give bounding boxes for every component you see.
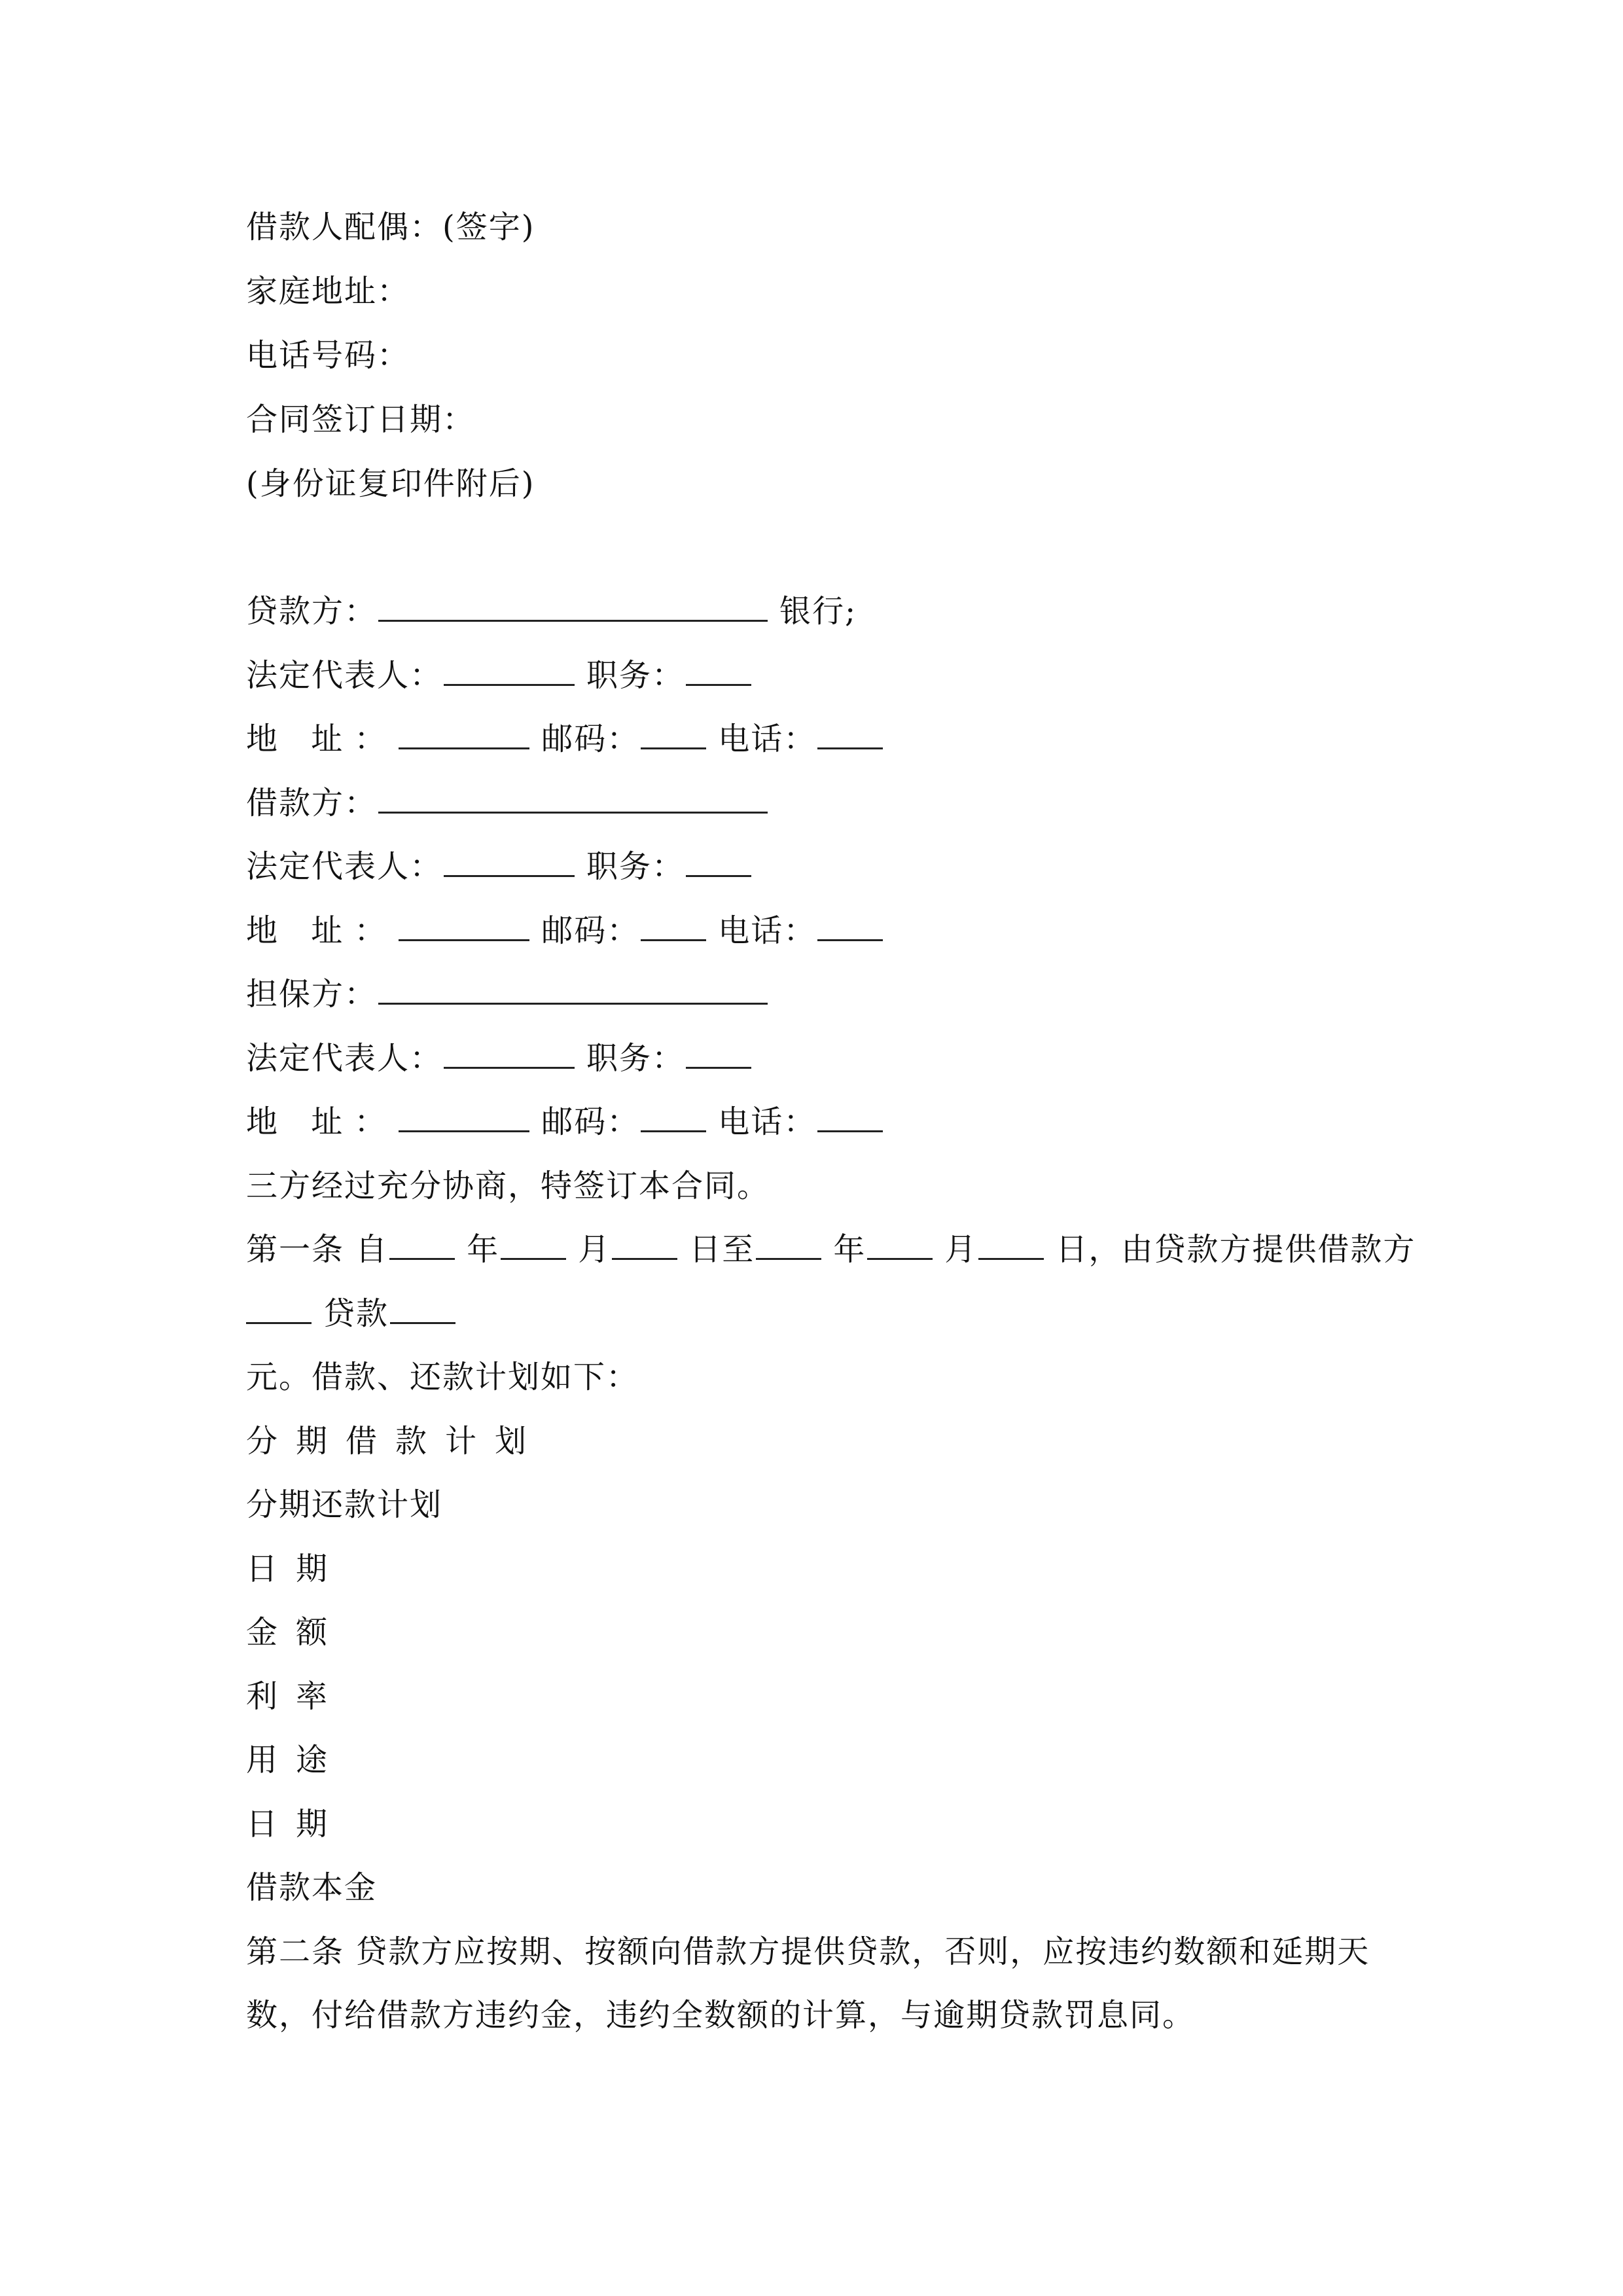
plan-date2-label: 日期 <box>246 1806 346 1842</box>
phone-blank[interactable] <box>817 1090 883 1132</box>
year-blank[interactable] <box>389 1217 455 1260</box>
address-blank[interactable] <box>399 1090 529 1132</box>
legal-rep-blank[interactable] <box>444 1026 575 1069</box>
loan-amount-blank[interactable] <box>390 1282 455 1324</box>
article2-line2: 数，付给借款方违约金，违约全数额的计算，与逾期贷款罚息同。 <box>246 1997 1196 2034</box>
plan-use-label: 用途 <box>246 1742 346 1778</box>
postcode-label: 邮码： <box>541 721 640 757</box>
borrower-rep-line <box>246 834 763 899</box>
phone-blank[interactable] <box>817 899 883 941</box>
article1-start: 第一条 自 <box>246 1231 389 1268</box>
article1-loan-line <box>246 1282 467 1346</box>
spouse-phone: 电话号码： <box>246 337 410 374</box>
postcode-blank[interactable] <box>641 1090 706 1132</box>
postcode-label: 邮码： <box>541 912 640 949</box>
id-copy-note: (身份证复印件附后) <box>246 465 535 502</box>
article1-yuan-line: 元。借款、还款计划如下： <box>246 1359 639 1395</box>
position-blank[interactable] <box>686 1026 751 1069</box>
plan-amount-label: 金额 <box>246 1614 346 1651</box>
legal-rep-label: 法定代表人： <box>246 657 443 694</box>
plan-principal-label: 借款本金 <box>246 1869 378 1906</box>
plan-rate-label: 利率 <box>246 1678 346 1715</box>
phone-label: 电话： <box>718 1103 817 1140</box>
lender-rep-line <box>246 643 763 708</box>
year-label: 年 <box>833 1231 866 1268</box>
year-label: 年 <box>467 1231 500 1268</box>
position-label: 职务： <box>586 848 685 885</box>
guarantor-blank[interactable] <box>378 962 768 1005</box>
loan-label: 贷款 <box>323 1295 389 1332</box>
position-label: 职务： <box>586 657 685 694</box>
month-label: 月 <box>578 1231 611 1268</box>
contract-sign-date: 合同签订日期： <box>246 401 476 438</box>
guarantor-line <box>246 962 779 1026</box>
borrower-blank[interactable] <box>378 771 768 814</box>
address-blank[interactable] <box>399 707 529 749</box>
spouse-address: 家庭地址： <box>246 273 410 310</box>
legal-rep-label: 法定代表人： <box>246 848 443 885</box>
loan-plan-heading: 分期借款计划 <box>246 1423 545 1460</box>
position-blank[interactable] <box>686 643 751 686</box>
article1-line <box>246 1217 1416 1282</box>
legal-rep-blank[interactable] <box>444 643 575 686</box>
postcode-blank[interactable] <box>641 707 706 749</box>
intro-text: 三方经过充分协商，特签订本合同。 <box>246 1168 770 1204</box>
phone-blank[interactable] <box>817 707 883 749</box>
lender-address-line <box>246 707 895 771</box>
day-blank[interactable] <box>978 1217 1044 1260</box>
lender-label: 贷款方： <box>246 593 378 630</box>
article2-line1: 第二条 贷款方应按期、按额向借款方提供贷款，否则，应按违约数额和延期天 <box>246 1933 1370 1970</box>
lender-blank[interactable] <box>378 579 768 622</box>
legal-rep-blank[interactable] <box>444 834 575 877</box>
phone-label: 电话： <box>718 721 817 757</box>
guarantor-label: 担保方： <box>246 976 378 1013</box>
address-label: 地 址： <box>246 1103 398 1140</box>
lender-line <box>246 579 857 643</box>
repay-plan-heading: 分期还款计划 <box>246 1486 443 1523</box>
guarantor-rep-line <box>246 1026 763 1090</box>
borrower-address-line <box>246 899 895 963</box>
day-end-label: 日，由贷款方提供借款方 <box>1056 1231 1416 1268</box>
month-blank[interactable] <box>501 1217 566 1260</box>
position-blank[interactable] <box>686 834 751 877</box>
position-label: 职务： <box>586 1040 685 1077</box>
address-blank[interactable] <box>399 899 529 941</box>
spouse-signature: 借款人配偶：(签字) <box>246 209 535 245</box>
plan-date-label: 日期 <box>246 1551 346 1587</box>
postcode-blank[interactable] <box>641 899 706 941</box>
lender-suffix: 银行; <box>779 593 857 630</box>
postcode-label: 邮码： <box>541 1103 640 1140</box>
month-blank[interactable] <box>867 1217 933 1260</box>
borrower-label: 借款方： <box>246 785 378 821</box>
year-blank[interactable] <box>756 1217 821 1260</box>
day-blank[interactable] <box>612 1217 677 1260</box>
address-label: 地 址： <box>246 912 398 949</box>
guarantor-address-line <box>246 1090 895 1154</box>
address-label: 地 址： <box>246 721 398 757</box>
borrower-name-blank[interactable] <box>246 1282 312 1324</box>
legal-rep-label: 法定代表人： <box>246 1040 443 1077</box>
phone-label: 电话： <box>718 912 817 949</box>
borrower-line <box>246 771 779 835</box>
month-label: 月 <box>944 1231 978 1268</box>
day-to-label: 日至 <box>689 1231 755 1268</box>
